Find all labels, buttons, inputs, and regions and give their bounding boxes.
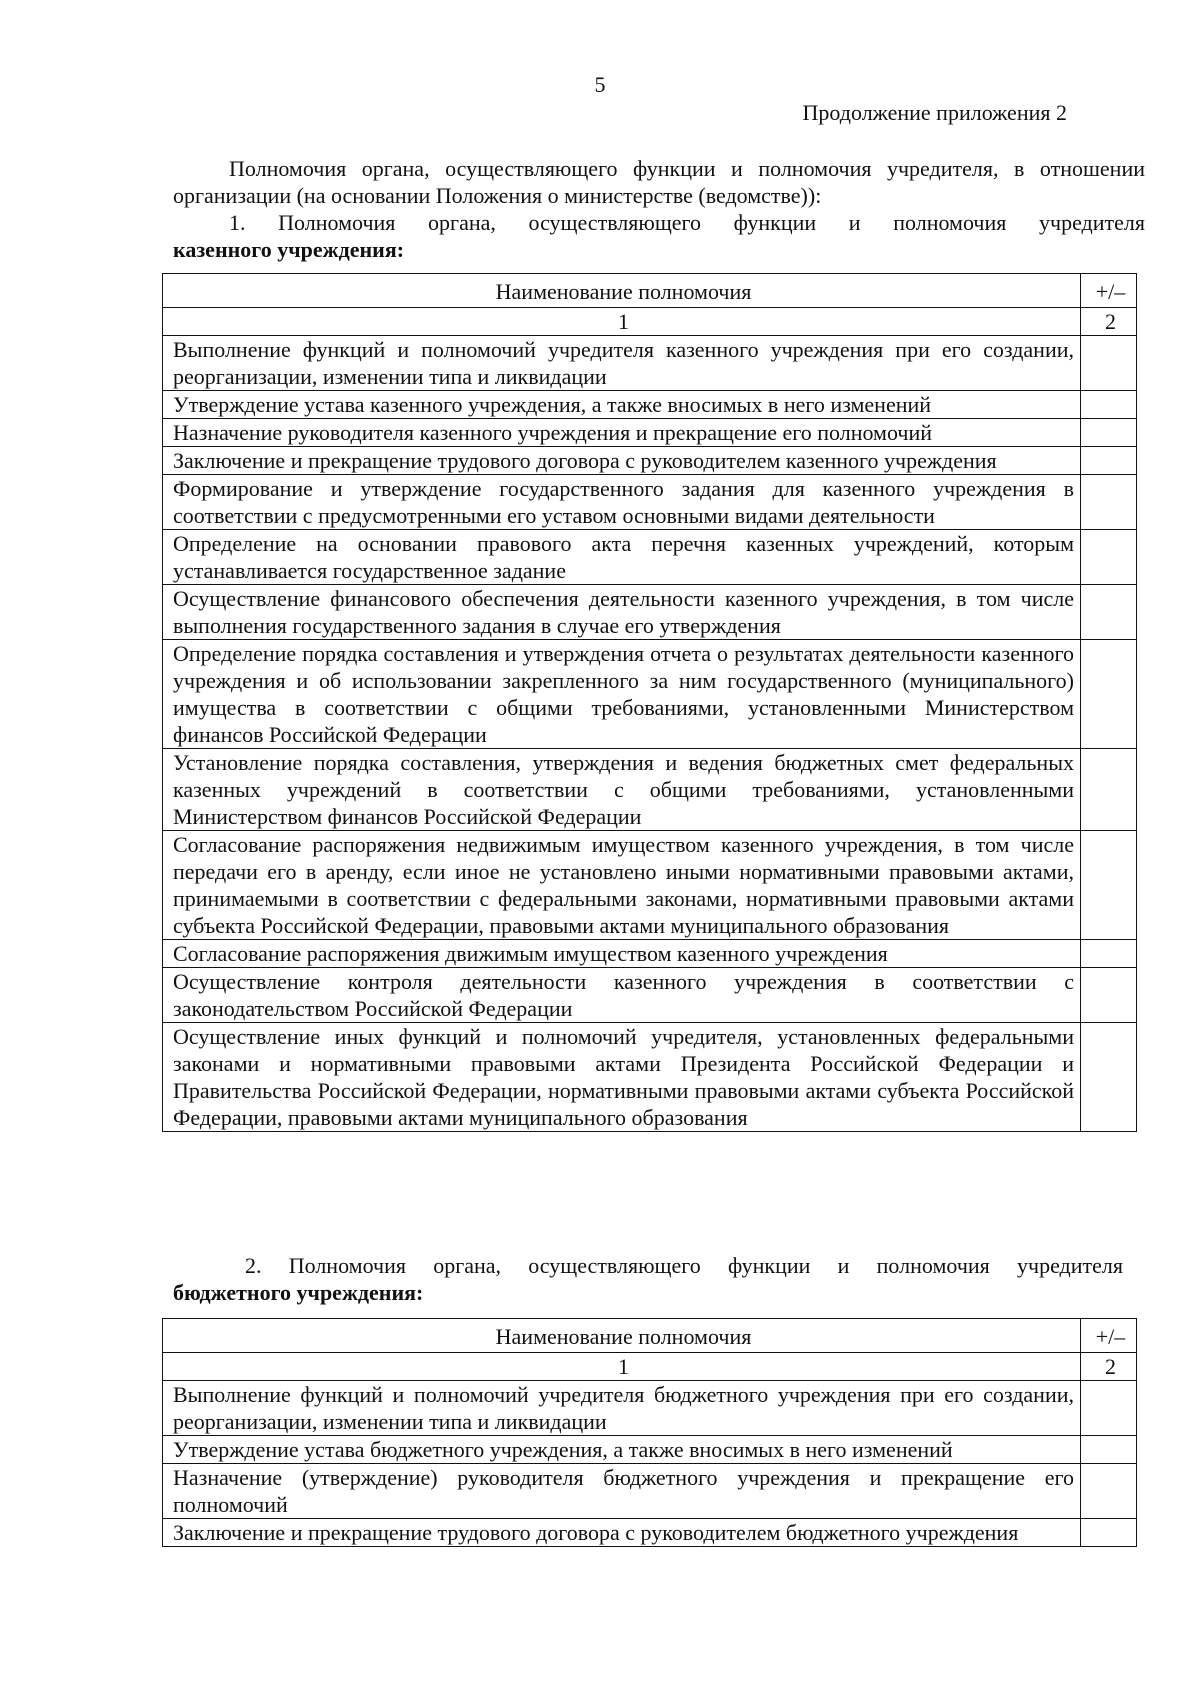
authority-mark-cell[interactable] (1081, 475, 1137, 530)
column-number-row (163, 1353, 1137, 1381)
authority-mark-cell[interactable] (1081, 640, 1137, 749)
column-header-mark: +/– (1081, 1319, 1137, 1353)
item2-bold-heading: бюджетного учреждения: (173, 1280, 424, 1305)
authority-mark-cell[interactable] (1081, 447, 1137, 475)
authority-mark-cell[interactable] (1081, 530, 1137, 585)
authority-name-cell: Осуществление контроля деятельности казенного учреждения в соответствии с законодательством Российской Федерации (163, 968, 1081, 1023)
authority-name-cell: Согласование распоряжения недвижимым имуществом казенного учреждения, в том числе передачи его в аренду, если иное не установлено иными нормативными правовыми актами, принимаемыми в соответствии с федеральными законами, нормативными правовыми актами субъекта Российской Федерации, правовыми актами муниципального образования (163, 831, 1081, 940)
table-row (163, 640, 1137, 749)
authority-mark-cell[interactable] (1081, 831, 1137, 940)
authority-mark-cell[interactable] (1081, 1436, 1137, 1464)
page-number: 5 (594, 72, 606, 97)
authority-name-cell: Заключение и прекращение трудового договора с руководителем бюджетного учреждения (163, 1519, 1081, 1547)
column-number-1: 1 (163, 308, 1081, 336)
column-header-name: Наименование полномочия (163, 1319, 1081, 1353)
table-row (163, 336, 1137, 391)
intro-paragraph: Полномочия органа, осуществляющего функции и полномочия учредителя, в отношении организации (на основании Положения о министерстве (ведомстве)): (173, 156, 1145, 208)
column-number-2: 2 (1081, 1353, 1137, 1381)
column-number-1: 1 (163, 1353, 1081, 1381)
intro-section (173, 155, 1145, 263)
authority-mark-cell[interactable] (1081, 336, 1137, 391)
authority-mark-cell[interactable] (1081, 585, 1137, 640)
table-row (163, 419, 1137, 447)
item1-heading: 1. Полномочия органа, осуществляющего функции и полномочия учредителя (229, 210, 1145, 235)
table-row (163, 585, 1137, 640)
item2-heading: 2. Полномочия органа, осуществляющего функции и полномочия учредителя (245, 1253, 1123, 1278)
authority-name-cell: Назначение руководителя казенного учреждения и прекращение его полномочий (163, 419, 1081, 447)
authority-name-cell: Определение на основании правового акта перечня казенных учреждений, которым устанавливается государственное задание (163, 530, 1081, 585)
table-row (163, 831, 1137, 940)
table-row (163, 391, 1137, 419)
authority-mark-cell[interactable] (1081, 1381, 1137, 1436)
authority-name-cell: Согласование распоряжения движимым имуществом казенного учреждения (163, 940, 1081, 968)
column-header-mark: +/– (1081, 274, 1137, 308)
authority-mark-cell[interactable] (1081, 391, 1137, 419)
table-row (163, 1464, 1137, 1519)
section2 (173, 1252, 1123, 1306)
authority-name-cell: Утверждение устава казенного учреждения, а также вносимых в него изменений (163, 391, 1081, 419)
table-header-row (163, 274, 1137, 308)
authority-name-cell: Осуществление иных функций и полномочий учредителя, установленных федеральными законами и нормативными правовыми актами Президента Российской Федерации и Правительства Российской Федерации, нормативными правовыми актами субъекта Российской Федерации, правовыми актами муниципального образования (163, 1023, 1081, 1132)
authority-mark-cell[interactable] (1081, 419, 1137, 447)
byudzhetnoe-authority-table (162, 1318, 1137, 1547)
appendix-continuation-label: Продолжение приложения 2 (802, 100, 1067, 125)
table-row (163, 1519, 1137, 1547)
column-header-name: Наименование полномочия (163, 274, 1081, 308)
authority-name-cell: Выполнение функций и полномочий учредителя бюджетного учреждения при его создании, реорганизации, изменении типа и ликвидации (163, 1381, 1081, 1436)
kazennoe-authority-table (162, 273, 1137, 1132)
authority-mark-cell[interactable] (1081, 1519, 1137, 1547)
authority-mark-cell[interactable] (1081, 749, 1137, 831)
table2-body (163, 1353, 1137, 1547)
authority-mark-cell[interactable] (1081, 940, 1137, 968)
column-number-row (163, 308, 1137, 336)
table-row (163, 749, 1137, 831)
authority-name-cell: Выполнение функций и полномочий учредителя казенного учреждения при его создании, реорганизации, изменении типа и ликвидации (163, 336, 1081, 391)
table-row (163, 530, 1137, 585)
table-row (163, 940, 1137, 968)
authority-name-cell: Заключение и прекращение трудового договора с руководителем казенного учреждения (163, 447, 1081, 475)
authority-mark-cell[interactable] (1081, 968, 1137, 1023)
authority-mark-cell[interactable] (1081, 1464, 1137, 1519)
table1-body (163, 308, 1137, 1132)
table-row (163, 447, 1137, 475)
authority-name-cell: Назначение (утверждение) руководителя бюджетного учреждения и прекращение его полномочий (163, 1464, 1081, 1519)
column-number-2: 2 (1081, 308, 1137, 336)
table-row (163, 475, 1137, 530)
table-row (163, 968, 1137, 1023)
authority-name-cell: Осуществление финансового обеспечения деятельности казенного учреждения, в том числе выполнения государственного задания в случае его утверждения (163, 585, 1081, 640)
table-row (163, 1023, 1137, 1132)
authority-mark-cell[interactable] (1081, 1023, 1137, 1132)
authority-name-cell: Утверждение устава бюджетного учреждения, а также вносимых в него изменений (163, 1436, 1081, 1464)
table-header-row (163, 1319, 1137, 1353)
item1-bold-heading: казенного учреждения: (173, 237, 405, 262)
authority-name-cell: Определение порядка составления и утверждения отчета о результатах деятельности казенного учреждения и об использовании закрепленного за ним государственного (муниципального) имущества в соответствии с общими требованиями, установленными Министерством финансов Российской Федерации (163, 640, 1081, 749)
authority-name-cell: Установление порядка составления, утверждения и ведения бюджетных смет федеральных казенных учреждений в соответствии с общими требованиями, установленными Министерством финансов Российской Федерации (163, 749, 1081, 831)
table-row (163, 1381, 1137, 1436)
authority-name-cell: Формирование и утверждение государственного задания для казенного учреждения в соответствии с предусмотренными его уставом основными видами деятельности (163, 475, 1081, 530)
table-row (163, 1436, 1137, 1464)
